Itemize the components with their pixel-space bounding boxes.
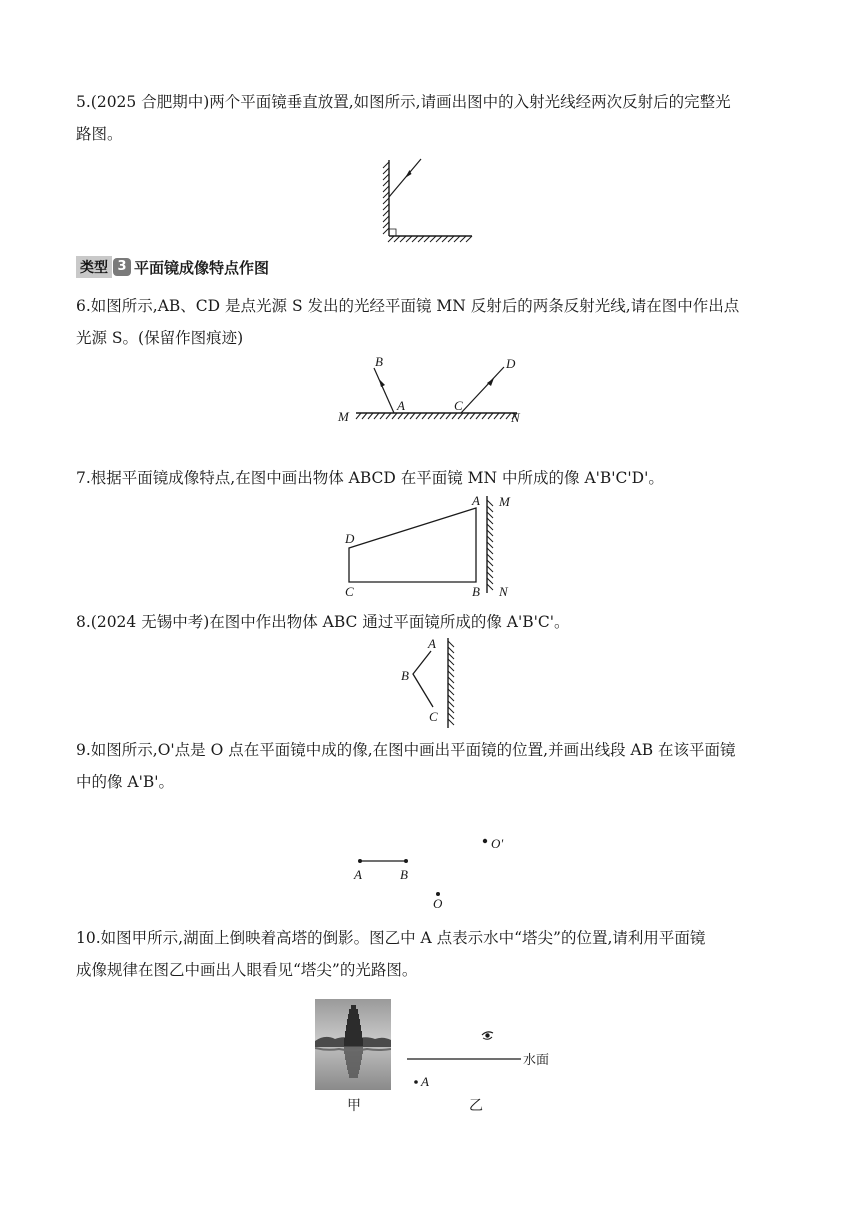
question-5-line-1: 5.(2025 合肥期中)两个平面镜垂直放置,如图所示,请画出图中的入射光线经两次反射后的完整光 (76, 93, 731, 111)
figure-7-object-abcd (340, 492, 520, 602)
label-c: C (454, 398, 463, 413)
caption-yi: 乙 (469, 1098, 483, 1114)
figure-9-points (348, 832, 518, 914)
question-6 (76, 290, 792, 354)
caption-jia: 甲 (347, 1098, 361, 1114)
label-d: D (345, 531, 355, 546)
question-5-line-2: 路图。 (76, 125, 123, 143)
figure-10-diagram (402, 1024, 562, 1090)
tower-reflection-photo (315, 999, 391, 1090)
question-8-line-1: 8.(2024 无锡中考)在图中作出物体 ABC 通过平面镜所成的像 A'B'C'。 (76, 613, 570, 631)
question-10-line-2: 成像规律在图乙中画出人眼看见“塔尖”的光路图。 (76, 961, 418, 979)
question-7 (76, 462, 792, 494)
question-7-line-1: 7.根据平面镜成像特点,在图中画出物体 ABCD 在平面镜 MN 中所成的像 A'B'C'D'。 (76, 469, 664, 487)
section-title: 平面镜成像特点作图 (134, 258, 270, 277)
section-number: 3 (113, 258, 131, 276)
question-10-line-1: 10.如图甲所示,湖面上倒映着高塔的倒影。图乙中 A 点表示水中“塔尖”的位置,请利用平面镜 (76, 929, 706, 947)
figure-8-object-abc (396, 634, 466, 730)
label-m: M (499, 494, 510, 509)
label-m: M (338, 409, 349, 424)
label-b: B (401, 668, 409, 683)
question-6-line-2: 光源 S。(保留作图痕迹) (76, 329, 244, 347)
label-o: O (433, 896, 443, 911)
label-b: B (472, 584, 480, 599)
label-a: A (472, 493, 480, 508)
label-a: A (397, 398, 405, 413)
section-header (76, 256, 269, 278)
label-b: B (400, 867, 408, 882)
label-c: C (345, 584, 354, 599)
figure-6-reflected-rays (334, 352, 534, 428)
label-o-prime: O' (491, 836, 504, 851)
question-6-line-1: 6.如图所示,AB、CD 是点光源 S 发出的光经平面镜 MN 反射后的两条反射光线,请在图中作出点 (76, 297, 740, 315)
label-n: N (499, 584, 508, 599)
question-9-line-1: 9.如图所示,O'点是 O 点在平面镜中成的像,在图中画出平面镜的位置,并画出线段 AB 在该平面镜 (76, 741, 736, 759)
label-a: A (421, 1074, 429, 1089)
label-n: N (511, 410, 520, 425)
question-10 (76, 922, 792, 986)
figure-5-perpendicular-mirrors (378, 152, 478, 244)
label-a: A (428, 636, 436, 651)
water-surface-label: 水面 (523, 1053, 550, 1068)
question-9-line-2: 中的像 A'B'。 (76, 773, 175, 791)
question-9 (76, 734, 792, 798)
label-b: B (375, 354, 383, 369)
label-d: D (506, 356, 516, 371)
section-tag: 类型 (76, 256, 112, 278)
eye-icon (482, 1032, 493, 1039)
label-c: C (429, 709, 438, 724)
label-a: A (354, 867, 362, 882)
question-5 (76, 86, 792, 150)
